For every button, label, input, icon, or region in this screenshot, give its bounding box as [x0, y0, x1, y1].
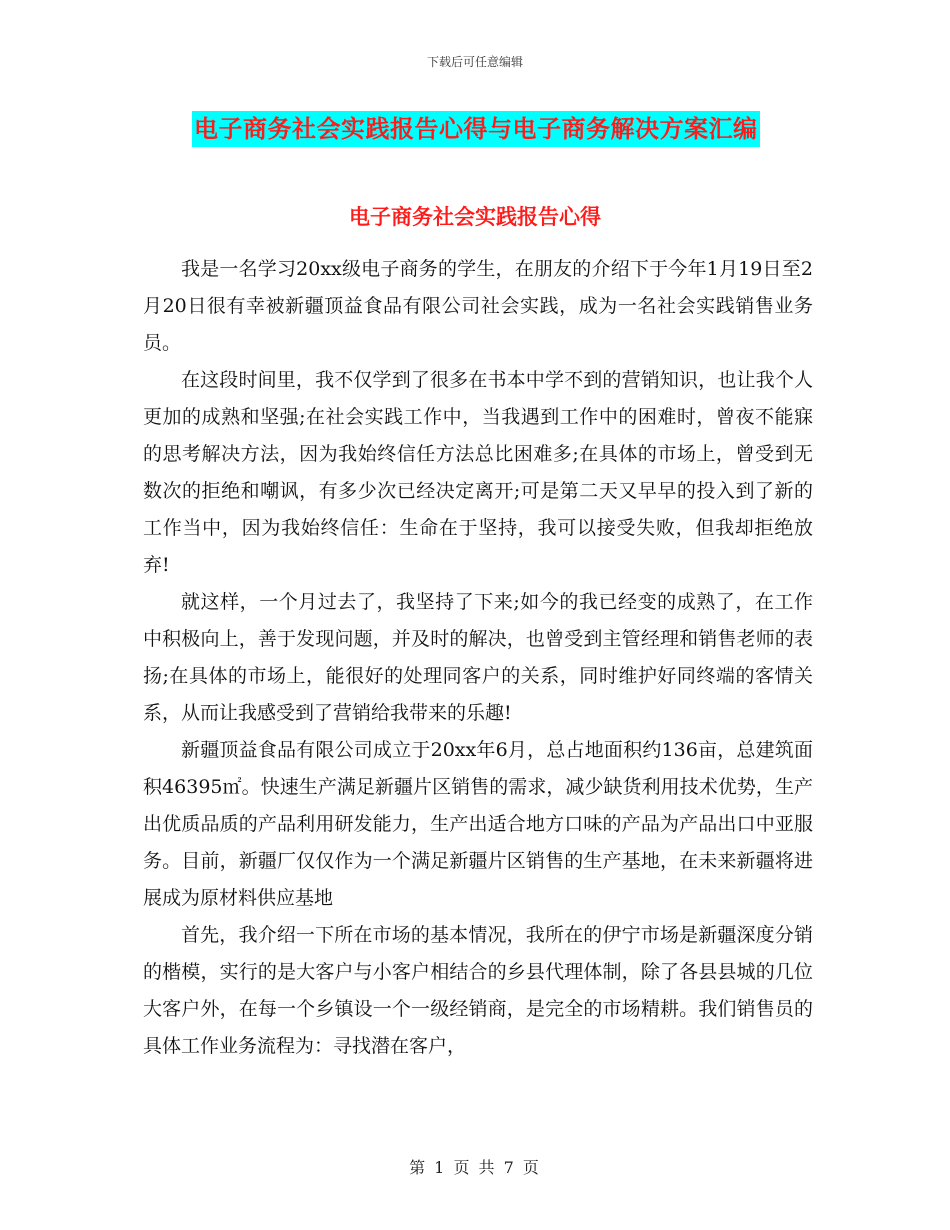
main-title: 电子商务社会实践报告心得与电子商务解决方案汇编 [192, 111, 760, 147]
main-title-block [192, 111, 760, 147]
document-body [143, 251, 813, 1065]
page-number-footer: 第 1 页 共 7 页 [409, 1158, 541, 1177]
header-note: 下载后可任意编辑 [426, 55, 523, 69]
paragraph: 新疆顶益食品有限公司成立于20xx年6月，总占地面积约136亩，总建筑面积46395㎡。快速生产满足新疆片区销售的需求，减少缺货利用技术优势，生产出优质品质的产品利用研发能力，生产出适合地方口味的产品为产品出口中亚服务。目前，新疆厂仅仅作为一个满足新疆片区销售的生产基地，在未来新疆将进展成为原材料供应基地 [143, 739, 813, 909]
paragraph: 首先，我介绍一下所在市场的基本情况，我所在的伊宁市场是新疆深度分销的楷模，实行的是大客户与小客户相结合的乡县代理体制，除了各县县城的几位大客户外，在每一个乡镇设一个一级经销商，是完全的市场精耕。我们销售员的具体工作业务流程为：寻找潜在客户， [143, 924, 813, 1057]
section-title: 电子商务社会实践报告心得 [349, 205, 601, 229]
paragraph: 我是一名学习20xx级电子商务的学生，在朋友的介绍下于今年1月19日至2月20日很有幸被新疆顶益食品有限公司社会实践，成为一名社会实践销售业务员。 [143, 258, 813, 354]
paragraph: 在这段时间里，我不仅学到了很多在书本中学不到的营销知识，也让我个人更加的成熟和坚强;在社会实践工作中，当我遇到工作中的困难时，曾夜不能寐的思考解决方法，因为我始终信任方法总比困难多;在具体的市场上，曾受到无数次的拒绝和嘲讽，有多少次已经决定离开;可是第二天又早早的投入到了新的工作当中，因为我始终信任：生命在于坚持，我可以接受失败，但我却拒绝放弃! [143, 369, 813, 576]
paragraph: 就这样，一个月过去了，我坚持了下来;如今的我已经变的成熟了，在工作中积极向上，善于发现问题，并及时的解决，也曾受到主管经理和销售老师的表扬;在具体的市场上，能很好的处理同客户的关系，同时维护好同终端的客情关系，从而让我感受到了营销给我带来的乐趣! [143, 591, 813, 724]
